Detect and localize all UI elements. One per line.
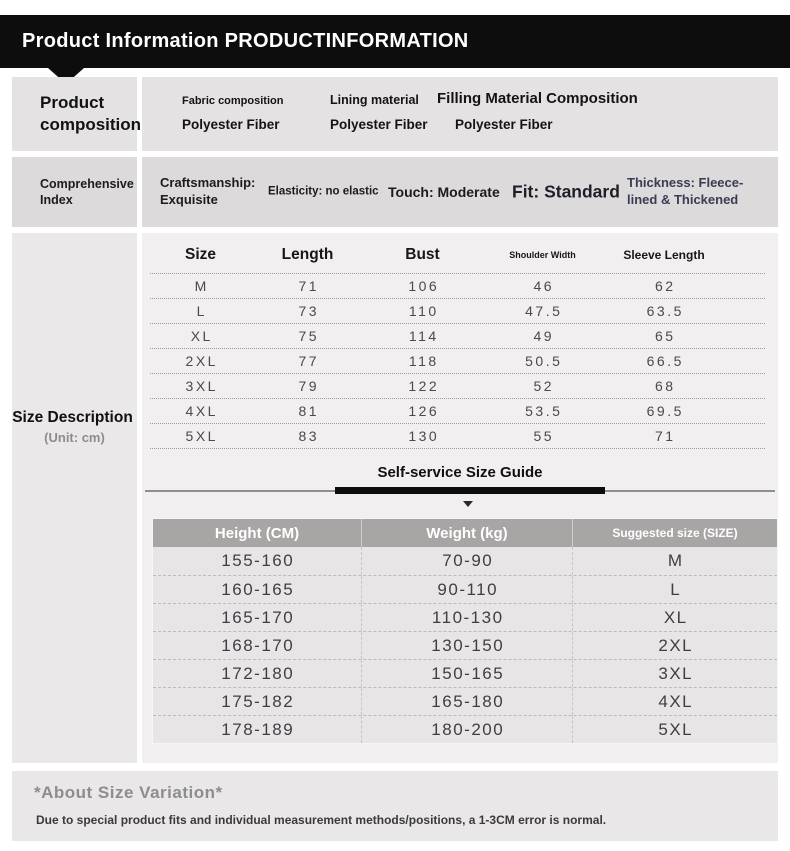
size-table-cell: 62 — [654, 278, 676, 294]
size-description-label — [12, 409, 137, 445]
size-table-cell: 2XL — [185, 353, 218, 369]
size-table-cell: 83 — [298, 428, 320, 444]
size-guide-cell: 178-189 — [221, 719, 295, 739]
filling-material-value: Polyester Fiber — [455, 117, 553, 132]
size-table-cell: 118 — [408, 353, 439, 369]
size-guide-divider-bar — [335, 487, 605, 494]
size-table-body — [150, 273, 765, 449]
size-table-header-shoulder-width: Shoulder Width — [509, 250, 576, 260]
comprehensive-index-label: Comprehensive Index — [40, 176, 134, 207]
size-table-cell: 53.5 — [525, 403, 563, 419]
size-table-cell: 130 — [408, 428, 440, 444]
size-table-cell: L — [196, 303, 207, 319]
size-guide-cell: 90-110 — [361, 576, 572, 603]
size-table-header-length: Length — [281, 246, 334, 263]
size-description-label-box — [12, 233, 137, 763]
size-guide-cell: L — [572, 576, 777, 603]
size-table-row — [150, 273, 765, 298]
size-guide-cell: 155-160 — [221, 551, 295, 570]
size-table-cell: 81 — [298, 403, 320, 419]
size-table-cell: 71 — [298, 278, 320, 294]
size-guide-header-weight: Weight (kg) — [361, 519, 572, 547]
size-table-row — [150, 373, 765, 398]
size-table-cell: 46 — [533, 278, 555, 294]
size-table-header-row — [150, 237, 765, 273]
size-table-cell: 122 — [408, 378, 440, 394]
size-guide-cell: 165-170 — [221, 607, 295, 627]
size-guide-row — [153, 547, 777, 575]
size-guide-cell: 180-200 — [361, 716, 572, 743]
fabric-composition-value: Polyester Fiber — [182, 117, 280, 132]
size-table-row — [150, 323, 765, 348]
size-table-cell: 4XL — [185, 403, 218, 419]
size-table-row — [150, 423, 765, 448]
size-guide-cell: 150-165 — [361, 660, 572, 687]
size-table-cell: 47.5 — [525, 303, 563, 319]
size-guide-cell: 70-90 — [361, 547, 572, 575]
size-guide-cell: 175-182 — [221, 691, 295, 711]
size-measurement-table — [150, 237, 765, 449]
size-guide-cell: 165-180 — [361, 688, 572, 715]
size-guide-title: Self-service Size Guide — [377, 464, 543, 481]
comprehensive-index-section — [12, 157, 778, 227]
size-variation-note — [12, 771, 778, 841]
size-guide-row — [153, 687, 777, 715]
size-table-cell: XL — [190, 328, 213, 344]
touch-value: Touch: Moderate — [388, 183, 500, 200]
size-table-row — [150, 298, 765, 323]
comprehensive-index-label-box — [12, 157, 137, 227]
size-guide-cell: 2XL — [572, 632, 777, 659]
size-description-title: Size Description — [12, 409, 133, 426]
size-variation-title: *About Size Variation* — [34, 783, 223, 802]
craftsmanship-value: Craftsmanship: Exquisite — [160, 175, 256, 207]
page-title: Product Information PRODUCTINFORMATION — [22, 30, 469, 52]
product-composition-label: Product composition — [40, 92, 142, 134]
size-guide-cell: 160-165 — [221, 579, 295, 599]
size-table-header-sleeve-length: Sleeve Length — [623, 248, 705, 262]
size-guide-cell: 5XL — [572, 716, 777, 743]
size-guide-cell: 130-150 — [361, 632, 572, 659]
size-guide-row — [153, 715, 777, 743]
size-guide-row — [153, 659, 777, 687]
size-guide-row — [153, 631, 777, 659]
comprehensive-index-content — [142, 157, 778, 227]
size-guide-row — [153, 603, 777, 631]
size-table-row — [150, 398, 765, 423]
size-table-cell: 49 — [533, 328, 555, 344]
chevron-down-icon — [463, 501, 473, 507]
lining-material-value: Polyester Fiber — [330, 117, 428, 132]
lining-material-name: Lining material — [330, 93, 419, 107]
size-guide-cell: XL — [572, 604, 777, 631]
header-banner — [0, 15, 790, 68]
size-guide-cell: 110-130 — [361, 604, 572, 631]
size-guide-cell: 4XL — [572, 688, 777, 715]
size-table-cell: 52 — [533, 378, 555, 394]
fit-value: Fit: Standard — [512, 181, 620, 202]
size-table-cell: 126 — [408, 403, 440, 419]
size-description-unit: (Unit: cm) — [44, 430, 105, 445]
size-guide-header-height: Height (CM) — [214, 524, 300, 542]
size-table-cell: 55 — [533, 428, 555, 444]
size-table-cell: 77 — [298, 353, 320, 369]
lining-material-column — [330, 77, 428, 151]
size-table-cell: 3XL — [185, 378, 218, 394]
size-guide-header-suggested-size: Suggested size (SIZE) — [572, 519, 777, 547]
fabric-composition-name: Fabric composition — [182, 95, 284, 107]
size-guide-table — [152, 518, 778, 744]
size-table-cell: 110 — [408, 303, 439, 319]
size-table-cell: 63.5 — [646, 303, 684, 319]
size-guide-header-row — [153, 519, 777, 547]
thickness-value: Thickness: Fleece-lined & Thickened — [627, 175, 744, 207]
size-guide-cell: 168-170 — [221, 635, 295, 655]
size-table-row — [150, 348, 765, 373]
size-table-cell: 71 — [654, 428, 676, 444]
product-composition-content — [142, 77, 778, 151]
elasticity-value: Elasticity: no elastic — [268, 185, 379, 198]
size-guide-cell: M — [572, 547, 777, 575]
size-table-cell: 65 — [654, 328, 676, 344]
size-description-section — [12, 233, 778, 763]
size-table-cell: 106 — [408, 278, 440, 294]
fabric-composition-column — [182, 77, 283, 151]
size-description-content — [142, 233, 778, 763]
size-table-cell: 66.5 — [646, 353, 684, 369]
size-variation-text: Due to special product fits and individual measurement methods/positions, a 1-3CM error is normal. — [36, 813, 607, 827]
size-table-cell: 50.5 — [525, 353, 563, 369]
product-composition-section — [12, 77, 778, 151]
filling-material-name: Filling Material Composition — [437, 90, 638, 107]
size-table-cell: 79 — [298, 378, 320, 394]
size-table-cell: 75 — [298, 328, 320, 344]
size-table-cell: M — [194, 278, 209, 294]
size-guide-table-body — [153, 547, 777, 743]
size-table-cell: 73 — [298, 303, 320, 319]
size-guide-cell: 3XL — [572, 660, 777, 687]
filling-material-column — [437, 77, 638, 151]
size-guide-row — [153, 575, 777, 603]
size-table-header-bust: Bust — [405, 246, 440, 263]
size-guide-cell: 172-180 — [221, 663, 295, 683]
product-composition-label-box — [12, 77, 142, 151]
size-table-cell: 69.5 — [646, 403, 684, 419]
size-table-header-size: Size — [184, 246, 216, 263]
size-table-cell: 114 — [408, 328, 439, 344]
size-table-cell: 5XL — [185, 428, 218, 444]
size-table-cell: 68 — [654, 378, 676, 394]
